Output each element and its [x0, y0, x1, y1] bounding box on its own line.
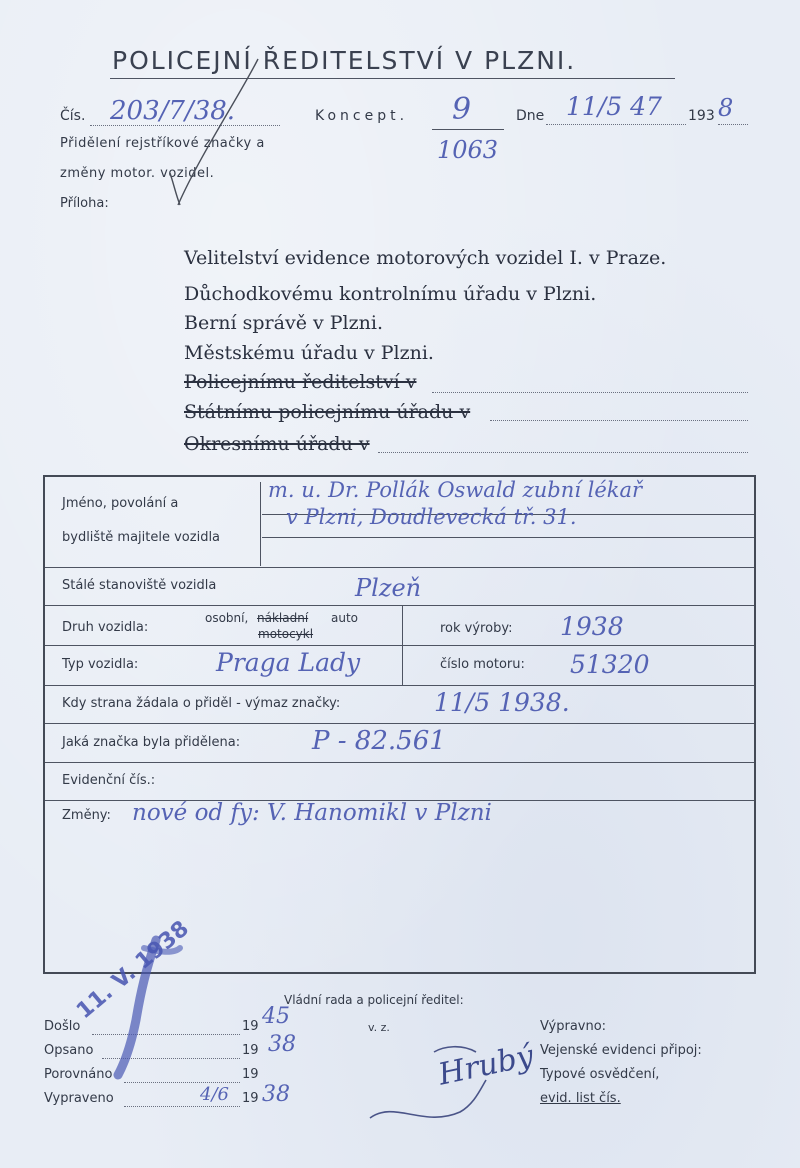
druh-option-motocykl: motocykl [258, 627, 314, 641]
recipient-3: Berní správě v Plzni. [184, 312, 383, 334]
druh-label: Druh vozidla: [62, 620, 149, 635]
director-signature: Hrubý [435, 1038, 537, 1093]
recipient-5: Policejnímu ředitelství v [184, 371, 417, 393]
owner-midline-2 [262, 537, 754, 538]
row-line-1 [45, 567, 754, 568]
opsano-year-prefix: 19 [242, 1043, 259, 1058]
recipient-6: Státnímu policejnímu úřadu v [184, 401, 471, 423]
cis-value: 203/7/38. [110, 96, 236, 126]
evid-list-label: evid. list čís. [540, 1091, 621, 1106]
dne-dots [546, 124, 686, 125]
row-line-2 [45, 605, 754, 606]
row-line-4 [45, 685, 754, 686]
opsano-label: Opsano [44, 1043, 94, 1058]
year-dots [718, 124, 748, 125]
cis-label: Čís. [60, 108, 86, 124]
recipient-2: Důchodkovému kontrolnímu úřadu v Plzni. [184, 283, 597, 305]
stanoviste-label: Stálé stanoviště vozidla [62, 578, 217, 593]
doslo-label: Došlo [44, 1019, 81, 1034]
owner-divider [260, 482, 261, 566]
vypraveno-year: 38 [262, 1082, 290, 1107]
druh-option-auto: auto [331, 611, 359, 625]
koncept-fraction-line [432, 129, 504, 130]
zmeny-label: Změny: [62, 808, 111, 823]
rok-label: rok výroby: [440, 621, 513, 636]
motor-label: číslo motoru: [440, 657, 525, 672]
porovnano-label: Porovnáno [44, 1067, 113, 1082]
stanoviste-value: Plzeň [355, 574, 422, 602]
druh-option-nakladni: nákladní [257, 611, 309, 625]
porovnano-year-prefix: 19 [242, 1067, 259, 1082]
koncept-number: 1063 [437, 136, 499, 164]
year-prefix: 193 [688, 108, 715, 124]
kdy-label: Kdy strana žádala o přiděl - výmaz značky: [62, 696, 341, 711]
subject-line-1: Přidělení rejstříkové značky a [60, 136, 265, 151]
row-line-6 [45, 762, 754, 763]
form-top-border [43, 475, 756, 477]
doslo-year: 45 [262, 1004, 290, 1029]
received-stamp: 11. V. 1938 [72, 916, 194, 1025]
porovnano-dots [124, 1082, 240, 1083]
motor-value: 51320 [570, 650, 650, 679]
year-suffix: 8 [718, 94, 734, 122]
rok-value: 1938 [560, 612, 624, 641]
recipient-6-dots [490, 420, 748, 421]
recipient-5-dots [432, 392, 748, 393]
opsano-year: 38 [268, 1032, 296, 1057]
vejenske-label: Vejenské evidenci připoj: [540, 1043, 702, 1058]
form-right-border [754, 475, 756, 972]
director-caption: Vládní rada a policejní ředitel: [284, 993, 464, 1007]
vz-caption: v. z. [368, 1021, 390, 1034]
zmeny-value: nové od fy: V. Hanomikl v Plzni [132, 800, 492, 826]
dne-value: 11/5 47 [566, 92, 662, 121]
vypravno-label: Výpravno: [540, 1019, 607, 1034]
recipient-7: Okresnímu úřadu v [184, 433, 370, 455]
dne-label: Dne [516, 108, 545, 124]
typ-label: Typ vozidla: [62, 657, 139, 672]
vypraveno-label: Vypraveno [44, 1091, 114, 1106]
owner-label-2: bydliště majitele vozidla [62, 530, 221, 545]
owner-value-2: v Plzni, Doudlevecká tř. 31. [286, 505, 577, 529]
kdy-value: 11/5 1938. [434, 688, 570, 717]
jaka-label: Jaká značka byla přidělena: [62, 735, 241, 750]
typove-label: Typové osvědčení, [540, 1067, 660, 1082]
row-line-5 [45, 723, 754, 724]
signature-flourish [364, 1040, 504, 1135]
owner-value-1: m. u. Dr. Pollák Oswald zubní lékař [268, 478, 643, 502]
priloha-label: Příloha: [60, 196, 109, 211]
vypraveno-dots [124, 1106, 240, 1107]
koncept-label: Koncept. [315, 108, 409, 124]
page-title: POLICEJNÍ ŘEDITELSTVÍ V PLZNI. [112, 46, 577, 75]
recipient-1: Velitelství evidence motorových vozidel I. v Praze. [184, 247, 667, 269]
subject-line-2: změny motor. vozidel. [60, 166, 215, 181]
recipient-4: Městskému úřadu v Plzni. [184, 342, 434, 364]
jaka-value: P - 82.561 [312, 726, 446, 756]
stamp-ink-mark [96, 930, 186, 1080]
row-line-3 [45, 645, 754, 646]
recipient-7-dots [378, 452, 748, 453]
doslo-year-prefix: 19 [242, 1019, 259, 1034]
owner-label-1: Jméno, povolání a [62, 496, 179, 511]
evid-label: Evidenční čís.: [62, 773, 156, 788]
typ-value: Praga Lady [216, 648, 361, 677]
pen-slash-mark [160, 55, 270, 215]
vypraveno-date: 4/6 [200, 1084, 229, 1105]
koncept-value: 9 [452, 92, 472, 127]
druh-option-osobni: osobní, [205, 611, 249, 625]
vypraveno-year-prefix: 19 [242, 1091, 259, 1106]
